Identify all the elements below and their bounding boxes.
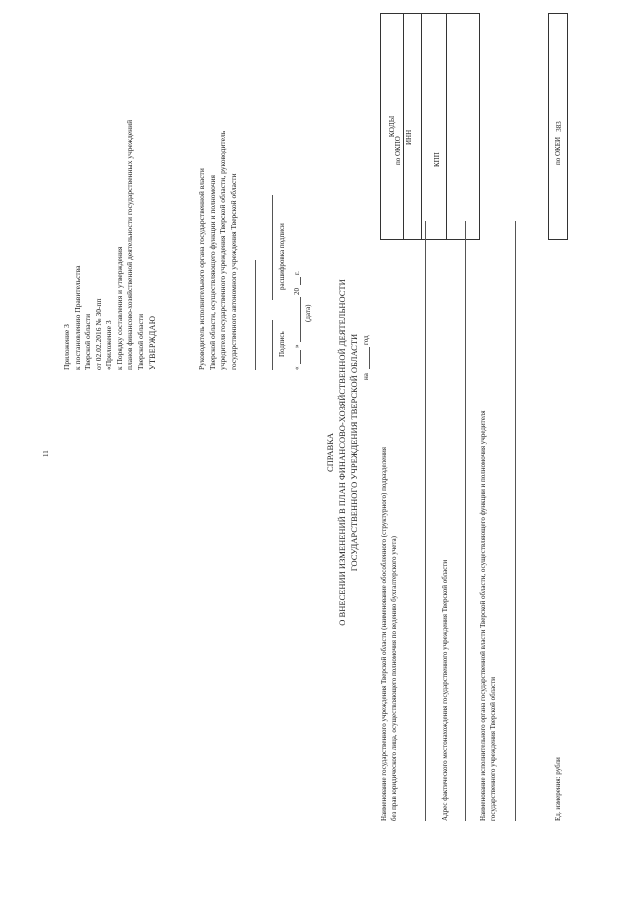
appendix-header xyxy=(62,120,146,370)
inn-label: ИНН xyxy=(405,129,413,145)
codes-divider xyxy=(446,14,447,239)
approve-position xyxy=(197,131,239,370)
appendix-line: от 02.02.2016 № 30-пп xyxy=(93,298,103,370)
unit-label: Ед. измерения: рубли xyxy=(554,757,562,821)
date-month-line xyxy=(300,297,301,342)
appendix-line: Тверской области xyxy=(83,313,92,370)
decoding-line xyxy=(272,195,273,300)
codes-table xyxy=(380,13,480,240)
codes-divider xyxy=(421,14,422,239)
institution-name-label-2: без прав юридического лица, осуществляющего полномочия по ведению бухгалтерского учета) xyxy=(390,536,398,821)
position-underline xyxy=(255,260,256,370)
date-label: (дата) xyxy=(304,304,312,322)
appendix-line: к постановлению Правительства xyxy=(72,265,82,370)
address-line xyxy=(465,221,466,821)
appendix-line: Тверской области xyxy=(135,313,145,370)
date-close: » xyxy=(293,344,301,348)
year-prefix: на xyxy=(362,373,370,380)
year-suffix: год xyxy=(362,335,370,345)
okpo-label: по ОКПО xyxy=(394,136,402,165)
signature-label: Подпись xyxy=(278,331,286,357)
date-year-prefix: 20 xyxy=(293,288,301,295)
okei-value: 383 xyxy=(555,121,563,132)
approve-title: УТВЕРЖДАЮ xyxy=(148,315,157,370)
institution-name-label: Наименование государственного учреждения Тверской области (наименование обособленного (структурного) подразделения xyxy=(380,447,388,821)
appendix-line: Приложение 3 xyxy=(62,324,71,370)
title-line-3: ГОСУДАРСТВЕННОГО УЧРЕЖДЕНИЯ ТВЕРСКОЙ ОБЛАСТИ xyxy=(349,333,359,572)
address-label: Адрес фактического местонахождения государственного учреждения Тверской области xyxy=(441,559,449,821)
page-number: 11 xyxy=(42,450,50,457)
year-line xyxy=(369,347,370,369)
signature-line xyxy=(272,320,273,370)
institution-name-line xyxy=(425,221,426,821)
date-open: « xyxy=(293,366,301,370)
date-year-line xyxy=(300,277,301,285)
appendix-line: к Порядку составления и утверждения xyxy=(114,246,124,370)
okei-label: по ОКЕИ xyxy=(554,136,562,165)
approve-line: Тверской области, осуществляющего функции и полномочия xyxy=(207,175,217,370)
okei-cell xyxy=(548,13,568,240)
title-line-1: СПРАВКА xyxy=(325,432,335,473)
approve-line: государственного автономного учреждения Тверской области xyxy=(228,173,238,370)
title-line-2: О ВНЕСЕНИИ ИЗМЕНЕНИЙ В ПЛАН ФИНАНСОВО-ХОЗЯЙСТВЕННОЙ ДЕЯТЕЛЬНОСТИ xyxy=(337,279,347,626)
codes-header: КОДЫ xyxy=(387,115,396,138)
date-day-line xyxy=(300,350,301,364)
founder-label-2: государственного учреждения Тверской области xyxy=(489,676,497,821)
kpp-label: КПП xyxy=(433,152,441,167)
codes-header-cell xyxy=(381,14,404,239)
appendix-line: планов финансово-хозяйственной деятельности государственных учреждений xyxy=(125,119,134,370)
appendix-line: «Приложение 3 xyxy=(104,320,113,370)
founder-label: Наименование исполнительного органа государственной власти Тверской области, осуществляющего функции и полномочия учредителя xyxy=(479,410,487,821)
approve-line: учредителя государственного учреждения Тверской области, руководитель xyxy=(218,130,227,370)
decoding-label: расшифровка подписи xyxy=(278,223,286,290)
founder-line xyxy=(515,221,516,821)
approve-line: Руководитель исполнительного органа государственной власти xyxy=(197,168,206,370)
date-year-suffix: г. xyxy=(293,271,301,275)
document-title xyxy=(324,0,360,905)
